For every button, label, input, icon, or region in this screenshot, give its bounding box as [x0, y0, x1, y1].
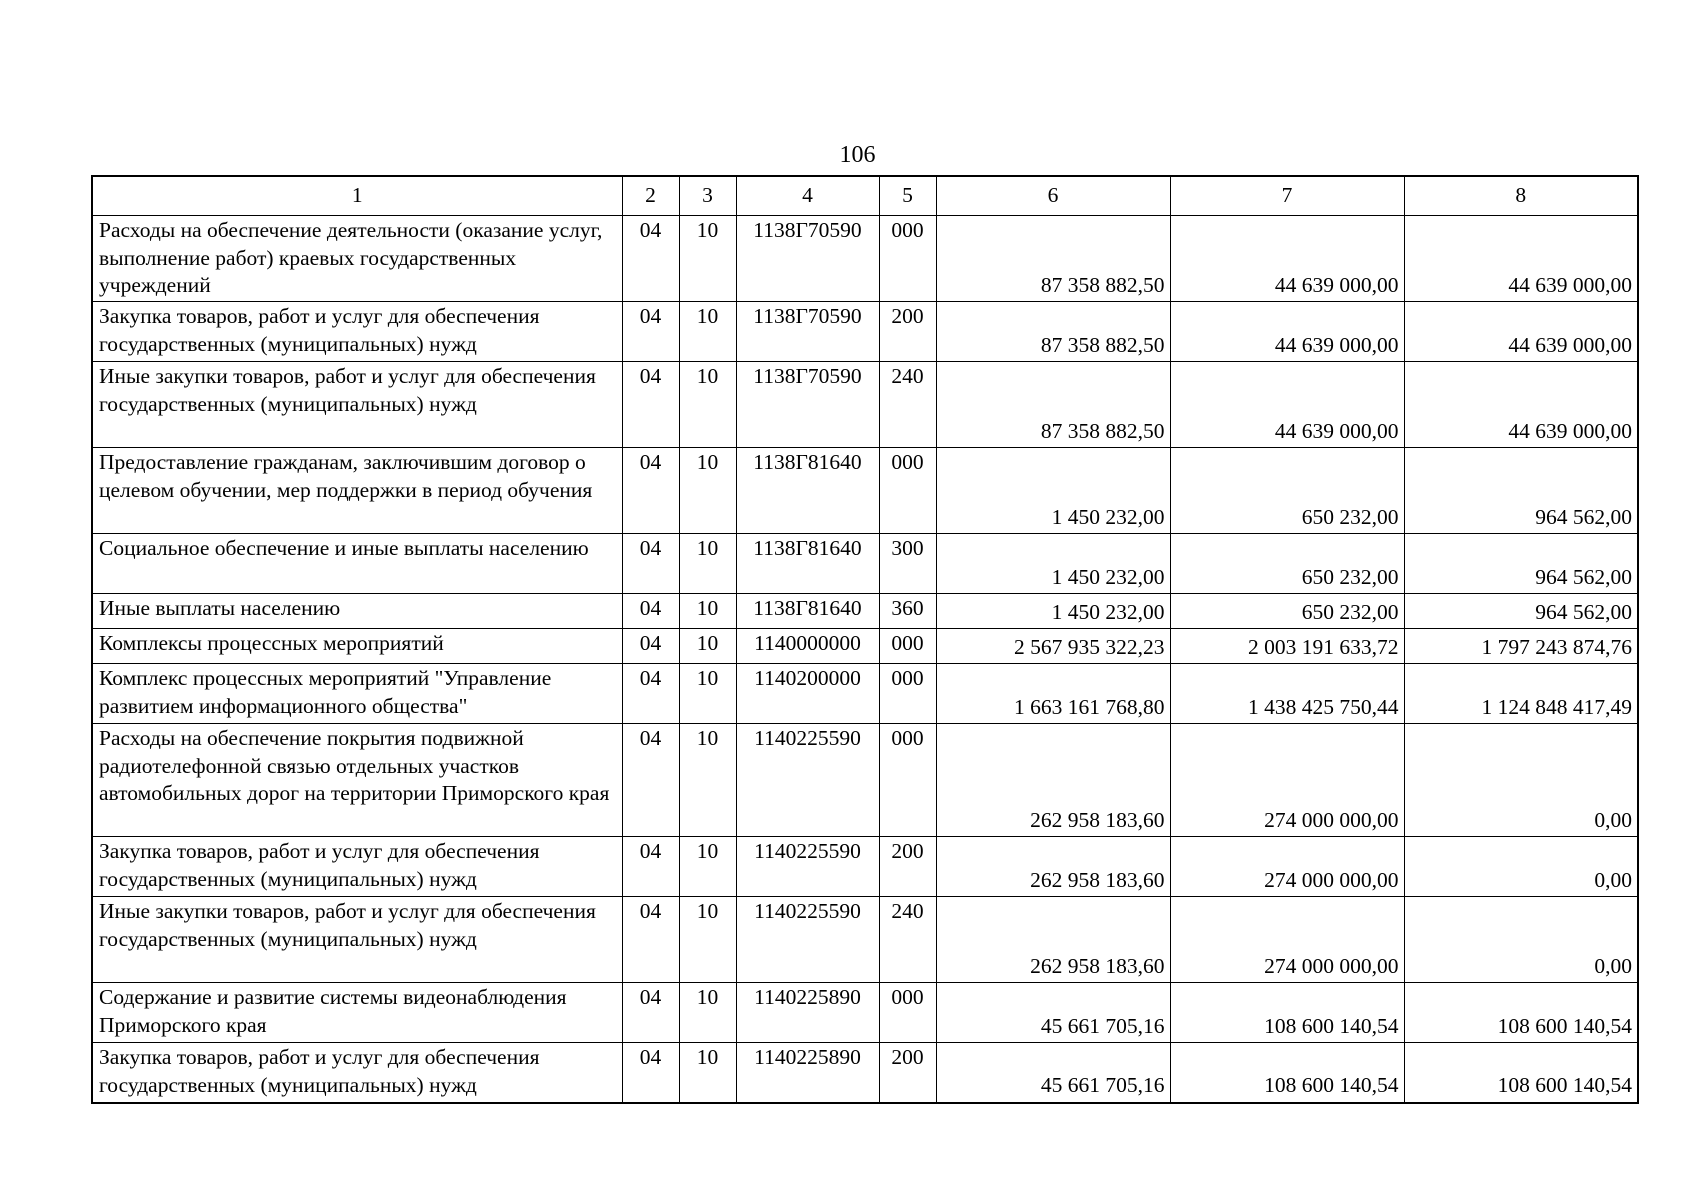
expense-name-cell: Расходы на обеспечение деятельности (оказание услуг, выполнение работ) краевых государственных учреждений [92, 216, 622, 302]
section-code-cell: 04 [622, 216, 679, 302]
amount-col6-cell: 45 661 705,16 [936, 983, 1170, 1043]
section-code-cell: 04 [622, 629, 679, 664]
amount-col8-cell: 964 562,00 [1404, 448, 1638, 534]
amount-col8-cell: 0,00 [1404, 724, 1638, 837]
amount-col6-cell: 262 958 183,60 [936, 724, 1170, 837]
expense-name-cell: Иные закупки товаров, работ и услуг для обеспечения государственных (муниципальных) нужд [92, 897, 622, 983]
amount-col8-cell: 108 600 140,54 [1404, 983, 1638, 1043]
target-article-cell: 1138Г70590 [736, 216, 879, 302]
target-article-cell: 1140225890 [736, 983, 879, 1043]
amount-col8-cell: 1 797 243 874,76 [1404, 629, 1638, 664]
expense-name-cell: Комплекс процессных мероприятий "Управление развитием информационного общества" [92, 664, 622, 724]
expense-type-cell: 200 [879, 1043, 936, 1103]
subsection-code-cell: 10 [679, 302, 736, 362]
subsection-code-cell: 10 [679, 724, 736, 837]
subsection-code-cell: 10 [679, 629, 736, 664]
amount-col6-cell: 87 358 882,50 [936, 302, 1170, 362]
table-row [92, 362, 1638, 448]
expense-name-cell: Социальное обеспечение и иные выплаты населению [92, 534, 622, 594]
amount-col7-cell: 650 232,00 [1170, 534, 1404, 594]
amount-col7-cell: 274 000 000,00 [1170, 897, 1404, 983]
column-header: 4 [736, 176, 879, 216]
target-article-cell: 1140000000 [736, 629, 879, 664]
table-row [92, 594, 1638, 629]
amount-col6-cell: 45 661 705,16 [936, 1043, 1170, 1103]
column-header: 7 [1170, 176, 1404, 216]
section-code-cell: 04 [622, 897, 679, 983]
amount-col8-cell: 44 639 000,00 [1404, 362, 1638, 448]
expense-name-cell: Закупка товаров, работ и услуг для обеспечения государственных (муниципальных) нужд [92, 1043, 622, 1103]
amount-col6-cell: 262 958 183,60 [936, 837, 1170, 897]
subsection-code-cell: 10 [679, 534, 736, 594]
amount-col7-cell: 44 639 000,00 [1170, 302, 1404, 362]
expense-type-cell: 240 [879, 362, 936, 448]
table-row [92, 216, 1638, 302]
amount-col7-cell: 44 639 000,00 [1170, 216, 1404, 302]
section-code-cell: 04 [622, 594, 679, 629]
amount-col6-cell: 1 450 232,00 [936, 594, 1170, 629]
expense-type-cell: 000 [879, 216, 936, 302]
amount-col6-cell: 2 567 935 322,23 [936, 629, 1170, 664]
expense-type-cell: 240 [879, 897, 936, 983]
expense-name-cell: Закупка товаров, работ и услуг для обеспечения государственных (муниципальных) нужд [92, 837, 622, 897]
section-code-cell: 04 [622, 1043, 679, 1103]
subsection-code-cell: 10 [679, 1043, 736, 1103]
amount-col6-cell: 262 958 183,60 [936, 897, 1170, 983]
column-header: 3 [679, 176, 736, 216]
expense-type-cell: 300 [879, 534, 936, 594]
target-article-cell: 1140225590 [736, 897, 879, 983]
target-article-cell: 1138Г70590 [736, 302, 879, 362]
table-row [92, 724, 1638, 837]
table-row [92, 1043, 1638, 1103]
column-header: 6 [936, 176, 1170, 216]
amount-col7-cell: 1 438 425 750,44 [1170, 664, 1404, 724]
table-row [92, 897, 1638, 983]
expense-type-cell: 200 [879, 302, 936, 362]
subsection-code-cell: 10 [679, 594, 736, 629]
amount-col6-cell: 1 450 232,00 [936, 534, 1170, 594]
target-article-cell: 1140225590 [736, 724, 879, 837]
subsection-code-cell: 10 [679, 362, 736, 448]
amount-col8-cell: 0,00 [1404, 837, 1638, 897]
amount-col7-cell: 274 000 000,00 [1170, 724, 1404, 837]
amount-col8-cell: 964 562,00 [1404, 534, 1638, 594]
subsection-code-cell: 10 [679, 664, 736, 724]
amount-col8-cell: 0,00 [1404, 897, 1638, 983]
amount-col8-cell: 964 562,00 [1404, 594, 1638, 629]
table-row [92, 629, 1638, 664]
subsection-code-cell: 10 [679, 837, 736, 897]
target-article-cell: 1138Г81640 [736, 594, 879, 629]
table-row [92, 534, 1638, 594]
target-article-cell: 1138Г70590 [736, 362, 879, 448]
section-code-cell: 04 [622, 983, 679, 1043]
column-header: 5 [879, 176, 936, 216]
amount-col7-cell: 108 600 140,54 [1170, 1043, 1404, 1103]
amount-col6-cell: 1 450 232,00 [936, 448, 1170, 534]
table-body [92, 216, 1638, 1103]
amount-col7-cell: 650 232,00 [1170, 594, 1404, 629]
section-code-cell: 04 [622, 362, 679, 448]
amount-col7-cell: 274 000 000,00 [1170, 837, 1404, 897]
section-code-cell: 04 [622, 724, 679, 837]
expense-name-cell: Закупка товаров, работ и услуг для обеспечения государственных (муниципальных) нужд [92, 302, 622, 362]
expense-type-cell: 000 [879, 983, 936, 1043]
amount-col6-cell: 87 358 882,50 [936, 362, 1170, 448]
expense-type-cell: 000 [879, 724, 936, 837]
table-row [92, 837, 1638, 897]
amount-col8-cell: 44 639 000,00 [1404, 216, 1638, 302]
table-row [92, 983, 1638, 1043]
expense-type-cell: 200 [879, 837, 936, 897]
section-code-cell: 04 [622, 837, 679, 897]
expense-type-cell: 000 [879, 448, 936, 534]
expense-type-cell: 000 [879, 629, 936, 664]
table-row [92, 302, 1638, 362]
amount-col6-cell: 87 358 882,50 [936, 216, 1170, 302]
expense-name-cell: Иные закупки товаров, работ и услуг для обеспечения государственных (муниципальных) нужд [92, 362, 622, 448]
expense-name-cell: Расходы на обеспечение покрытия подвижной радиотелефонной связью отдельных участков автомобильных дорог на территории Приморского края [92, 724, 622, 837]
expense-name-cell: Иные выплаты населению [92, 594, 622, 629]
target-article-cell: 1140200000 [736, 664, 879, 724]
subsection-code-cell: 10 [679, 448, 736, 534]
column-number-header [92, 176, 1638, 216]
amount-col7-cell: 108 600 140,54 [1170, 983, 1404, 1043]
section-code-cell: 04 [622, 302, 679, 362]
subsection-code-cell: 10 [679, 216, 736, 302]
section-code-cell: 04 [622, 534, 679, 594]
expense-type-cell: 360 [879, 594, 936, 629]
section-code-cell: 04 [622, 448, 679, 534]
amount-col8-cell: 44 639 000,00 [1404, 302, 1638, 362]
table-row [92, 664, 1638, 724]
table-row [92, 448, 1638, 534]
expense-type-cell: 000 [879, 664, 936, 724]
column-header: 8 [1404, 176, 1638, 216]
target-article-cell: 1138Г81640 [736, 534, 879, 594]
amount-col6-cell: 1 663 161 768,80 [936, 664, 1170, 724]
subsection-code-cell: 10 [679, 897, 736, 983]
page-number: 106 [839, 142, 876, 168]
amount-col7-cell: 650 232,00 [1170, 448, 1404, 534]
expense-name-cell: Комплексы процессных мероприятий [92, 629, 622, 664]
target-article-cell: 1138Г81640 [736, 448, 879, 534]
subsection-code-cell: 10 [679, 983, 736, 1043]
target-article-cell: 1140225890 [736, 1043, 879, 1103]
section-code-cell: 04 [622, 664, 679, 724]
amount-col7-cell: 44 639 000,00 [1170, 362, 1404, 448]
target-article-cell: 1140225590 [736, 837, 879, 897]
expense-name-cell: Содержание и развитие системы видеонаблюдения Приморского края [92, 983, 622, 1043]
budget-table [91, 175, 1639, 1104]
expense-name-cell: Предоставление гражданам, заключившим договор о целевом обучении, мер поддержки в период обучения [92, 448, 622, 534]
column-header: 2 [622, 176, 679, 216]
column-header: 1 [92, 176, 622, 216]
amount-col8-cell: 108 600 140,54 [1404, 1043, 1638, 1103]
amount-col7-cell: 2 003 191 633,72 [1170, 629, 1404, 664]
amount-col8-cell: 1 124 848 417,49 [1404, 664, 1638, 724]
